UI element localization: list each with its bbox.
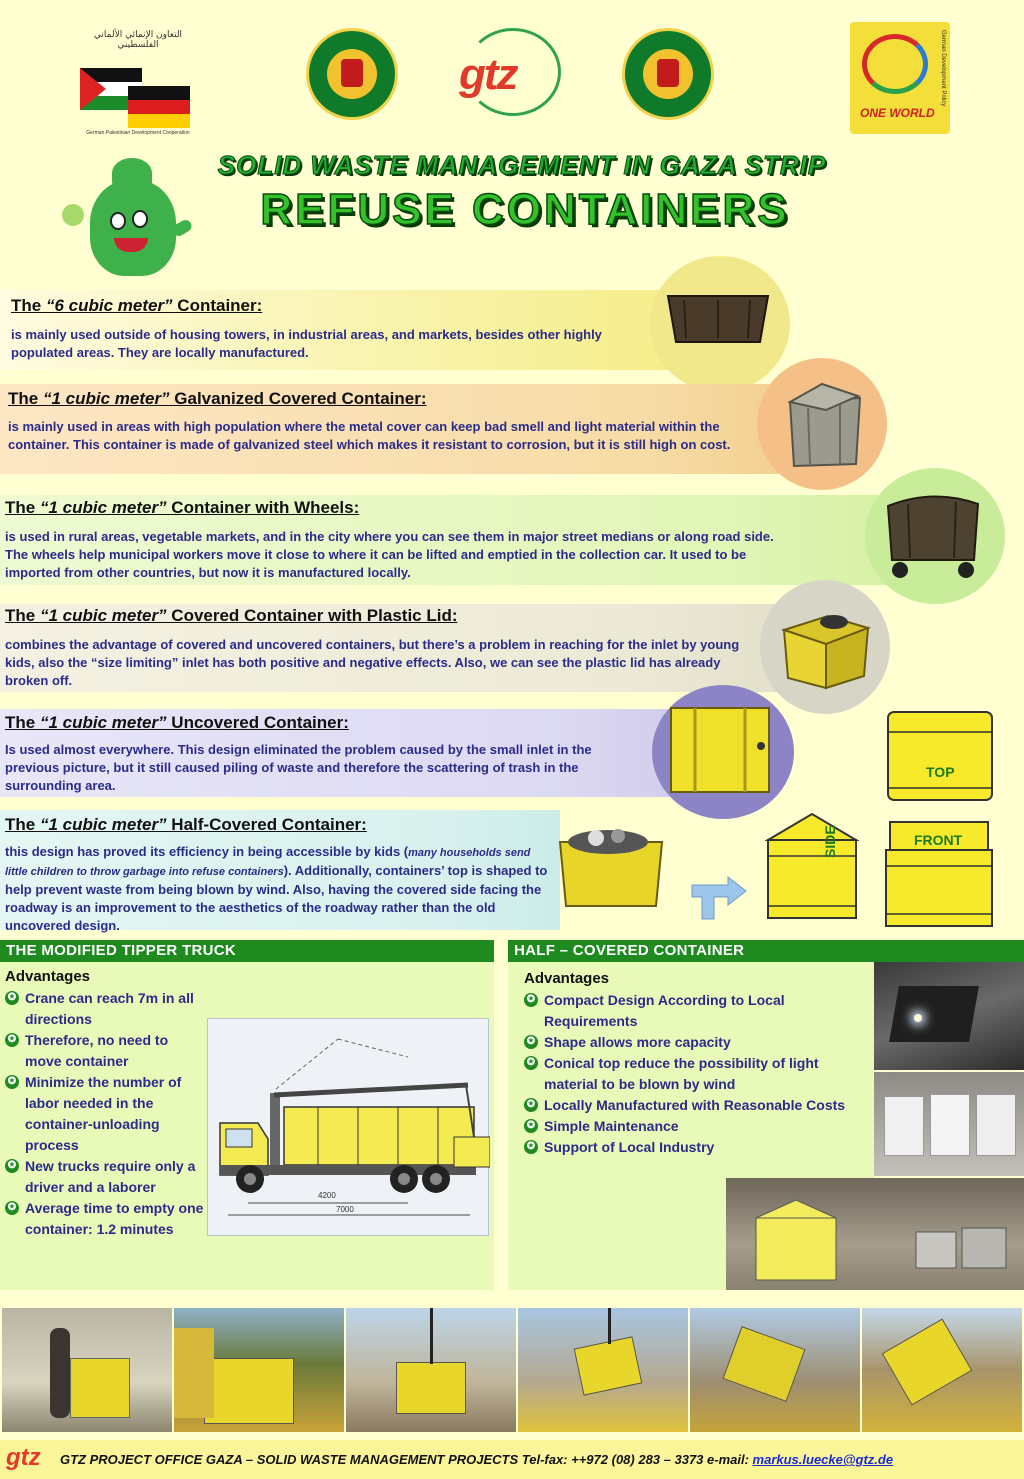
side-view-label: SIDE — [822, 825, 838, 858]
container-side-view-diagram — [762, 810, 862, 922]
uncovered-container-icon — [665, 702, 775, 800]
germany-flag-icon — [128, 86, 190, 128]
section-galvanized-title: The “1 cubic meter” Galvanized Covered Container: — [8, 389, 427, 408]
section-uncovered-title: The “1 cubic meter” Uncovered Container: — [5, 713, 349, 732]
factory-containers-icon — [726, 1178, 1024, 1290]
factory-floor-photo — [726, 1178, 1024, 1290]
container-advantage-text: Support of Local Industry — [544, 1139, 715, 1155]
star-bullet-icon: ✪ — [524, 1098, 538, 1112]
section-plastic-lid-title: The “1 cubic meter” Covered Container with Plastic Lid: — [5, 606, 458, 625]
dimension-label-2: 7000 — [336, 1205, 354, 1214]
strip-photo-1 — [2, 1308, 172, 1432]
strip-photo-5 — [690, 1308, 860, 1432]
dimension-label-1: 4200 — [318, 1191, 336, 1200]
painted-containers-photo — [874, 1072, 1024, 1176]
section-plastic-lid-body: combines the advantage of covered and uncovered containers, but there’s a problem in reaching for the inlet by young kids, also the “size limiting” inlet has both positive and negative effects. Also, we can see the plastic lid has already broken off. — [5, 637, 740, 688]
footer-email-link[interactable]: markus.luecke@gtz.de — [752, 1452, 894, 1467]
container-advantage-text: Locally Manufactured with Reasonable Costs — [544, 1097, 846, 1113]
gtz-logo: gtz — [455, 28, 567, 118]
council-seal-left-icon — [306, 28, 398, 120]
section-wheels-body: is used in rural areas, vegetable markets, and in the city where you can see them in major street medians or along road side. The wheels help municipal workers move it close to where it can be lifted and emptied in the collection car. It used to be imported from other countries, but now it is manufactured locally. — [5, 529, 774, 580]
star-bullet-icon: ✪ — [524, 1140, 538, 1154]
container-advantage-item — [524, 1095, 864, 1116]
section-6-cubic-body: is mainly used outside of housing towers, in industrial areas, and markets, besides other highly populated areas. They are locally manufactured. — [11, 327, 602, 360]
container-advantage-text: Conical top reduce the possibility of light material to be blown by wind — [544, 1055, 819, 1092]
strip-photo-4 — [518, 1308, 688, 1432]
truck-advantages-title: Advantages — [5, 968, 91, 985]
strip-photo-2 — [174, 1308, 344, 1432]
star-bullet-icon: ✪ — [5, 1075, 19, 1089]
footer-gtz-logo: gtz — [6, 1444, 41, 1471]
cooperation-caption: German Palestinian Development Cooperation — [86, 130, 190, 136]
palestinian-german-cooperation-logo — [78, 30, 198, 136]
star-bullet-icon: ✪ — [524, 1056, 538, 1070]
poster-subtitle: SOLID WASTE MANAGEMENT IN GAZA STRIP — [217, 150, 827, 180]
container-advantage-item — [524, 1053, 864, 1095]
galvanized-container-icon — [782, 380, 866, 470]
section-galvanized-body: is mainly used in areas with high population where the metal cover can keep bad smell and light material within the container. This container is made of galvanized steel which makes it resistant to corrosion, but it is still high on cost. — [8, 419, 731, 452]
section-half-covered-body: this design has proved its efficiency in being accessible by kids (many households send little children to throw garbage into refuse containers). Additionally, containers’ top is shaped to help prevent waste from being blown by wind. Also, having the covered side facing the roadway is an improvement to the aesthetics of the roadway rather than the old uncovered design. — [5, 844, 548, 933]
container-advantages-title: Advantages — [524, 970, 610, 987]
star-bullet-icon: ✪ — [524, 1119, 538, 1133]
star-bullet-icon: ✪ — [524, 993, 538, 1007]
truck-advantage-item — [5, 1030, 205, 1072]
one-world-label: ONE WORLD — [860, 106, 935, 120]
truck-advantage-item — [5, 1156, 205, 1198]
cooperation-arabic-text: التعاون الإنمائي الألماني الفلسطيني — [93, 30, 183, 50]
one-world-side-text: German Development Policy — [940, 30, 946, 107]
plastic-lid-container-icon — [778, 600, 874, 692]
welding-photo — [874, 962, 1024, 1070]
people-circle-icon — [862, 34, 928, 94]
container-top-view-diagram — [884, 708, 996, 804]
star-bullet-icon: ✪ — [5, 1201, 19, 1215]
top-view-label: TOP — [926, 764, 955, 780]
footer-bar — [0, 1440, 1024, 1479]
truck-advantage-item — [5, 1072, 205, 1156]
container-advantages-list — [524, 990, 864, 1158]
container-advantage-item — [524, 1137, 864, 1158]
star-bullet-icon: ✪ — [5, 991, 19, 1005]
section-uncovered-body: Is used almost everywhere. This design eliminated the problem caused by the small inlet in the previous picture, but it still caused piling of waste and therefore the scattering of trash in the surrounding area. — [5, 742, 592, 793]
container-panel-heading: HALF – COVERED CONTAINER — [508, 940, 1024, 962]
section-half-covered-title: The “1 cubic meter” Half-Covered Container: — [5, 815, 367, 834]
star-bullet-icon: ✪ — [5, 1033, 19, 1047]
council-seal-right-icon — [622, 28, 714, 120]
truck-panel-heading: THE MODIFIED TIPPER TRUCK — [0, 940, 494, 962]
truck-advantage-item — [5, 988, 205, 1030]
strip-photo-3 — [346, 1308, 516, 1432]
star-bullet-icon: ✪ — [524, 1035, 538, 1049]
truck-advantage-item — [5, 1198, 205, 1240]
section-wheels-title: The “1 cubic meter” Container with Wheels: — [5, 498, 360, 517]
footer-contact-text: GTZ PROJECT OFFICE GAZA – SOLID WASTE MANAGEMENT PROJECTS Tel-fax: ++972 (08) 283 – 3373 e-mail: markus.luecke@gtz.de — [60, 1452, 894, 1467]
six-cubic-container-icon — [664, 290, 772, 346]
strip-photo-6 — [862, 1308, 1022, 1432]
container-advantage-item — [524, 1032, 864, 1053]
front-view-label: FRONT — [914, 832, 963, 848]
container-advantage-text: Shape allows more capacity — [544, 1034, 731, 1050]
star-bullet-icon: ✪ — [5, 1159, 19, 1173]
truck-advantage-text: New trucks require only a driver and a laborer — [25, 1158, 196, 1195]
container-advantage-item — [524, 990, 864, 1032]
truck-advantage-text: Crane can reach 7m in all directions — [25, 990, 194, 1027]
container-advantage-text: Simple Maintenance — [544, 1118, 679, 1134]
truck-advantage-text: Average time to empty one container: 1.2 minutes — [25, 1200, 204, 1237]
half-covered-container-icon — [556, 820, 666, 910]
truck-advantage-text: Minimize the number of labor needed in the container-unloading process — [25, 1074, 182, 1153]
container-advantage-item — [524, 1116, 864, 1137]
tipper-truck-drawing — [207, 1018, 489, 1236]
wheeled-container-icon — [878, 486, 988, 582]
section-6-cubic-title: The “6 cubic meter” Container: — [11, 296, 263, 315]
truck-advantages-list — [5, 988, 205, 1240]
poster-title: REFUSE CONTAINERS — [260, 185, 790, 234]
container-advantage-text: Compact Design According to Local Requirements — [544, 992, 785, 1029]
one-world-logo — [850, 22, 950, 134]
truck-advantage-text: Therefore, no need to move container — [25, 1032, 169, 1069]
arrow-right-icon — [690, 875, 750, 925]
